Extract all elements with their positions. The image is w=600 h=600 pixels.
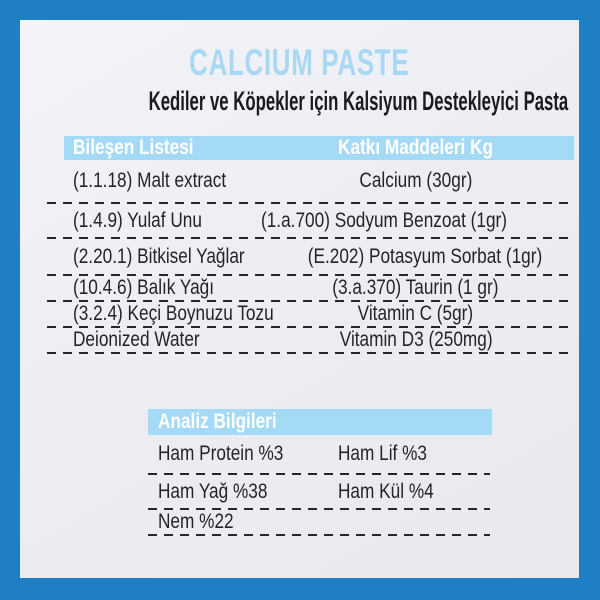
ingredient-row [64,276,574,300]
analysis-row [148,475,492,508]
additive-value: (1.a.700) Sodyum Benzoat (1gr) [261,208,507,232]
ingredient-name: (10.4.6) Balık Yağı [73,276,215,299]
analysis-title: Analiz Bilgileri [158,410,277,433]
dashed-divider [148,534,490,536]
ingredient-name: (1.1.18) Malt extract [73,169,227,192]
additive-value: Calcium (30gr) [359,169,473,192]
analysis-table [148,409,492,536]
ingredients-header-left: Bileşen Listesi [73,136,194,159]
label-panel [20,20,579,578]
analysis-left-value: Ham Yağ %38 [158,479,268,503]
analysis-row [148,435,492,473]
analysis-rows [148,435,492,536]
ingredient-row [64,302,574,326]
analysis-right-value [338,510,492,534]
ingredients-header-right: Katkı Maddeleri Kg [338,136,494,159]
analysis-right-value: Ham Kül %4 [338,479,434,503]
analysis-right-value: Ham Lif %3 [338,442,428,465]
ingredient-row [64,328,574,352]
analysis-left-value: Nem %22 [158,510,234,533]
ingredients-header-band [64,136,574,160]
dashed-divider [47,352,575,354]
product-title [20,42,579,84]
product-subtitle [20,86,579,117]
additive-value: Vitamin D3 (250mg) [339,328,493,351]
product-title-text: CALCIUM PASTE [189,42,410,83]
ingredient-name: Deionized Water [73,328,200,351]
ingredient-row [64,204,574,237]
ingredient-name: (3.2.4) Keçi Boynuzu Tozu [73,302,274,325]
product-subtitle-text: Kediler ve Köpekler için Kalsiyum Destekleyici Pasta [148,86,569,116]
ingredient-row [64,160,574,202]
ingredient-name: (1.4.9) Yulaf Unu [73,208,202,232]
ingredient-row [64,239,574,274]
ingredients-rows [64,160,574,354]
analysis-header-band [148,409,492,435]
ingredient-name: (2.20.1) Bitkisel Yağlar [73,244,245,268]
ingredients-table [64,136,574,354]
additive-value: (3.a.370) Taurin (1 gr) [332,276,499,299]
analysis-left-value: Ham Protein %3 [158,442,284,465]
additive-value: Vitamin C (5gr) [357,302,474,325]
additive-value: (E.202) Potasyum Sorbat (1gr) [308,244,543,268]
analysis-row [148,510,492,534]
